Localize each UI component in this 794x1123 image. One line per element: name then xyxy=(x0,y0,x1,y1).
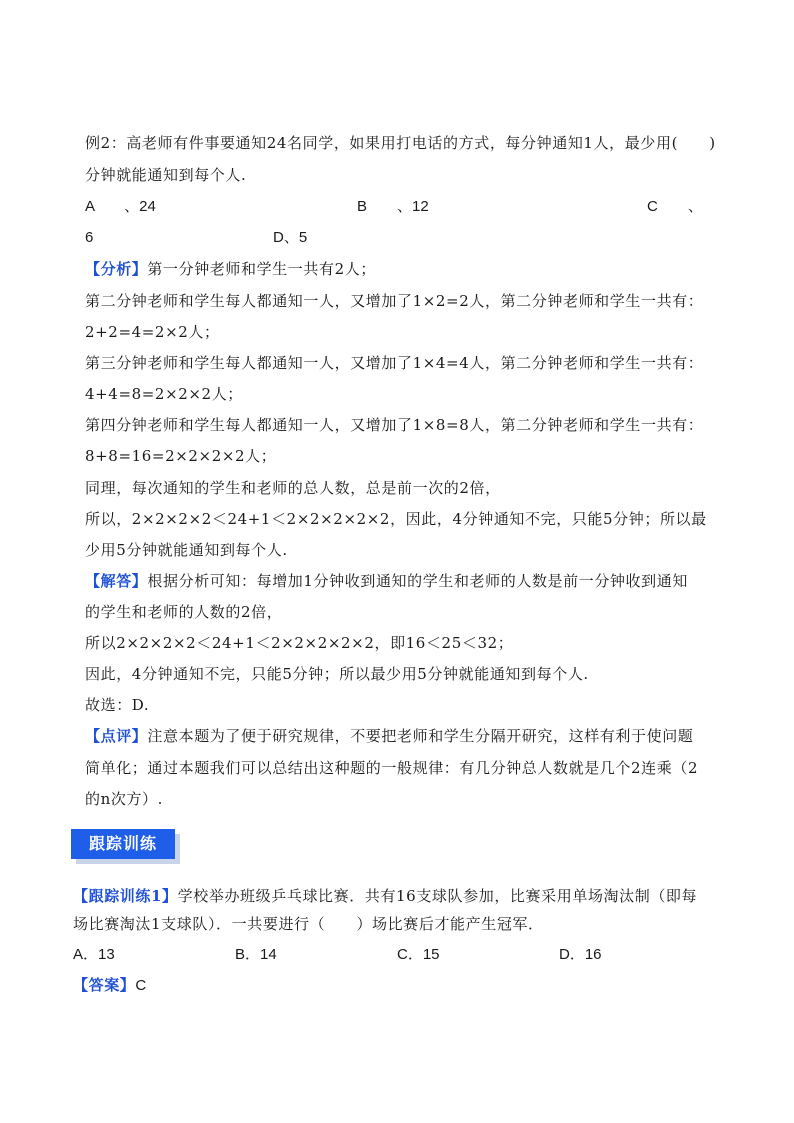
comment-text-1: 注意本题为了便于研究规律，不要把老师和学生分隔开研究，这样有利于使问题 xyxy=(147,727,694,745)
answer-tag: 【解答】 xyxy=(85,572,148,590)
analysis-text-1: 第一分钟老师和学生一共有2人； xyxy=(147,260,376,278)
option-c: C 、 xyxy=(647,198,703,215)
answer-text-1: 根据分析可知：每增加1分钟收到通知的学生和老师的人数是前一分钟收到通知 xyxy=(147,572,688,590)
exercise-option-a: A．13 xyxy=(73,946,115,963)
option-b: B 、12 xyxy=(357,198,429,215)
analysis-line-9: 所以，2×2×2×2＜24+1＜2×2×2×2×2，因此，4分钟通知不完，只能5分钟；所以最 xyxy=(85,510,707,528)
analysis-line-6: 第四分钟老师和学生每人都通知一人，又增加了1×8=8人，第二分钟老师和学生一共有： xyxy=(85,416,704,434)
analysis-line-3: 2+2=4=2×2人； xyxy=(85,323,220,341)
exercise-option-c: C．15 xyxy=(397,946,440,963)
example-question-line-2: 分钟就能通知到每个人. xyxy=(85,166,247,184)
exercise-line-2: 场比赛淘汰1支球队）．一共要进行（ ）场比赛后才能产生冠军． xyxy=(73,915,544,933)
exercise-option-d: D．16 xyxy=(559,946,602,963)
analysis-tag: 【分析】 xyxy=(85,260,148,278)
option-c-value: 6 xyxy=(85,229,94,246)
answer-line-3: 所以2×2×2×2＜24+1＜2×2×2×2×2，即16＜25＜32； xyxy=(85,634,514,652)
exercise-line-1 xyxy=(73,885,697,907)
exercise-answer-value: C xyxy=(135,977,147,994)
example-question-line-1: 例2：高老师有件事要通知24名同学，如果用打电话的方式，每分钟通知1人，最少用( ) xyxy=(85,134,716,152)
section-banner xyxy=(71,829,181,863)
answer-line-1 xyxy=(85,570,688,592)
analysis-line-2: 第二分钟老师和学生每人都通知一人，又增加了1×2=2人，第二分钟老师和学生一共有： xyxy=(85,292,704,310)
analysis-line-10: 少用5分钟就能通知到每个人. xyxy=(85,541,288,559)
analysis-line-5: 4+4=8=2×2×2人； xyxy=(85,385,243,403)
exercise-answer-tag: 【答案】 xyxy=(73,976,136,994)
comment-line-1 xyxy=(85,725,693,747)
analysis-line-7: 8+8=16=2×2×2×2人； xyxy=(85,447,277,465)
option-a: A 、24 xyxy=(85,198,156,215)
comment-line-2: 简单化；通过本题我们可以总结出这种题的一般规律：有几分钟总人数就是几个2连乘（2 xyxy=(85,759,699,777)
analysis-line-1 xyxy=(85,258,376,280)
section-title: 跟踪训练 xyxy=(71,829,175,859)
answer-line-2: 的学生和老师的人数的2倍， xyxy=(85,603,283,621)
answer-line-5: 故选：D. xyxy=(85,696,150,714)
analysis-line-8: 同理，每次通知的学生和老师的总人数，总是前一次的2倍， xyxy=(85,479,501,497)
exercise-tag: 【跟踪训练1】 xyxy=(73,887,178,905)
option-d: D、5 xyxy=(273,229,308,246)
comment-line-3: 的n次方）. xyxy=(85,790,164,808)
comment-tag: 【点评】 xyxy=(85,727,148,745)
answer-line-4: 因此，4分钟通知不完，只能5分钟；所以最少用5分钟就能通知到每个人. xyxy=(85,665,589,683)
exercise-text-1: 学校举办班级乒乓球比赛．共有16支球队参加，比赛采用单场淘汰制（即每 xyxy=(177,887,698,905)
exercise-option-b: B．14 xyxy=(235,946,277,963)
exercise-answer-line xyxy=(73,974,147,997)
analysis-line-4: 第三分钟老师和学生每人都通知一人，又增加了1×4=4人，第二分钟老师和学生一共有： xyxy=(85,354,704,372)
